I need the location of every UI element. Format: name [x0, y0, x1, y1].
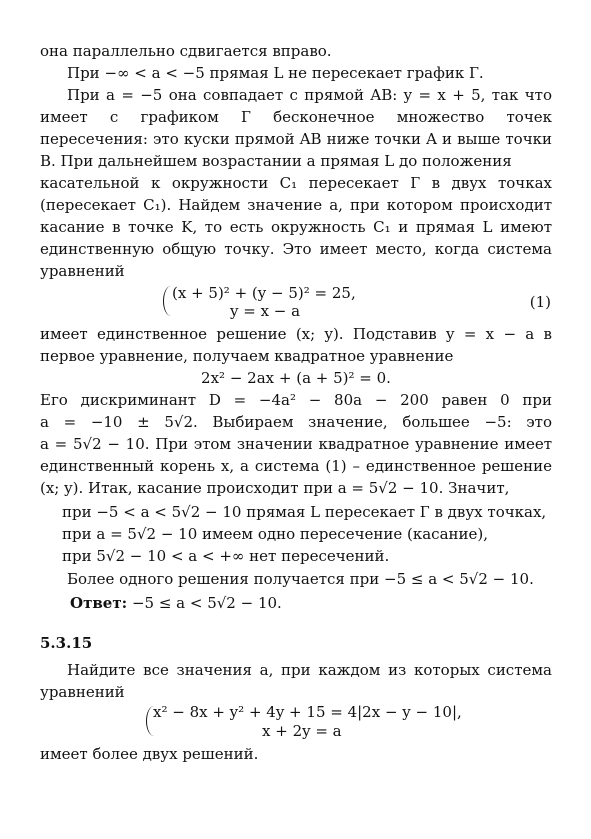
text-line: B. При дальнейшем возрастании a прямая L до положения — [40, 152, 512, 170]
text-line: она параллельно сдвигается вправо. — [40, 42, 332, 60]
problem-text: Найдите все значения a, при каждом из которых система — [67, 661, 552, 679]
text-line: касательной к окружности C₁ пересекает Г в двух точках — [40, 174, 552, 192]
conclusion-line: Более одного решения получается при −5 ≤ a < 5√2 − 10. — [67, 570, 534, 588]
text-line: Его дискриминант D = −4a² − 80a − 200 равен 0 при — [40, 391, 552, 409]
case-line: при a = 5√2 − 10 имеем одно пересечение (касание), — [62, 525, 489, 543]
system-equation-2: y = x − a — [230, 302, 301, 320]
text-line: имеет с графиком Г бесконечное множество точек — [40, 108, 552, 126]
text-line: a = 5√2 − 10. При этом значении квадратное уравнение имеет — [40, 435, 552, 453]
system-brace — [163, 286, 171, 316]
text-line: единственный корень x, а система (1) – единственное решение — [40, 457, 552, 475]
text-line: (x; y). Итак, касание происходит при a = 5√2 − 10. Значит, — [40, 479, 510, 497]
text-line: пересечения: это куски прямой AB ниже точки A и выше точки — [40, 130, 552, 148]
answer-line — [70, 592, 582, 614]
text-line: единственную общую точку. Это имеет место, когда система — [40, 240, 552, 258]
text-line: При −∞ < a < −5 прямая L не пересекает график Г. — [67, 64, 484, 82]
problem-number: 5.3.15 — [40, 634, 93, 652]
text-line: При a = −5 она совпадает с прямой AB: y = x + 5, так что — [67, 86, 552, 104]
text-line: уравнений — [40, 262, 125, 280]
text-line: имеет единственное решение (x; y). Подставив y = x − a в — [40, 325, 552, 343]
system-equation-1: (x + 5)² + (y − 5)² = 25, — [172, 284, 356, 302]
problem-text: уравнений — [40, 683, 125, 701]
text-line: касание в точке K, то есть окружность C₁ и прямая L имеют — [40, 218, 552, 236]
text-line: a = −10 ± 5√2. Выбираем значение, большее −5: это — [40, 413, 552, 431]
quadratic-equation: 2x² − 2ax + (a + 5)² = 0. — [201, 369, 391, 387]
problem-text: имеет более двух решений. — [40, 745, 259, 763]
text-line: (пересекает C₁). Найдем значение a, при котором происходит — [40, 196, 552, 214]
case-line: при 5√2 − 10 < a < +∞ нет пересечений. — [62, 547, 390, 565]
equation-number: (1) — [529, 293, 551, 311]
answer-value: −5 ≤ a < 5√2 − 10. — [127, 594, 282, 612]
case-line: при −5 < a < 5√2 − 10 прямая L пересекает Г в двух точках, — [62, 503, 547, 521]
text-line: первое уравнение, получаем квадратное уравнение — [40, 347, 454, 365]
problem-system-equation-1: x² − 8x + y² + 4y + 15 = 4|2x − y − 10|, — [153, 703, 462, 721]
problem-system-equation-2: x + 2y = a — [262, 722, 342, 740]
answer-label: Ответ: — [70, 594, 128, 612]
